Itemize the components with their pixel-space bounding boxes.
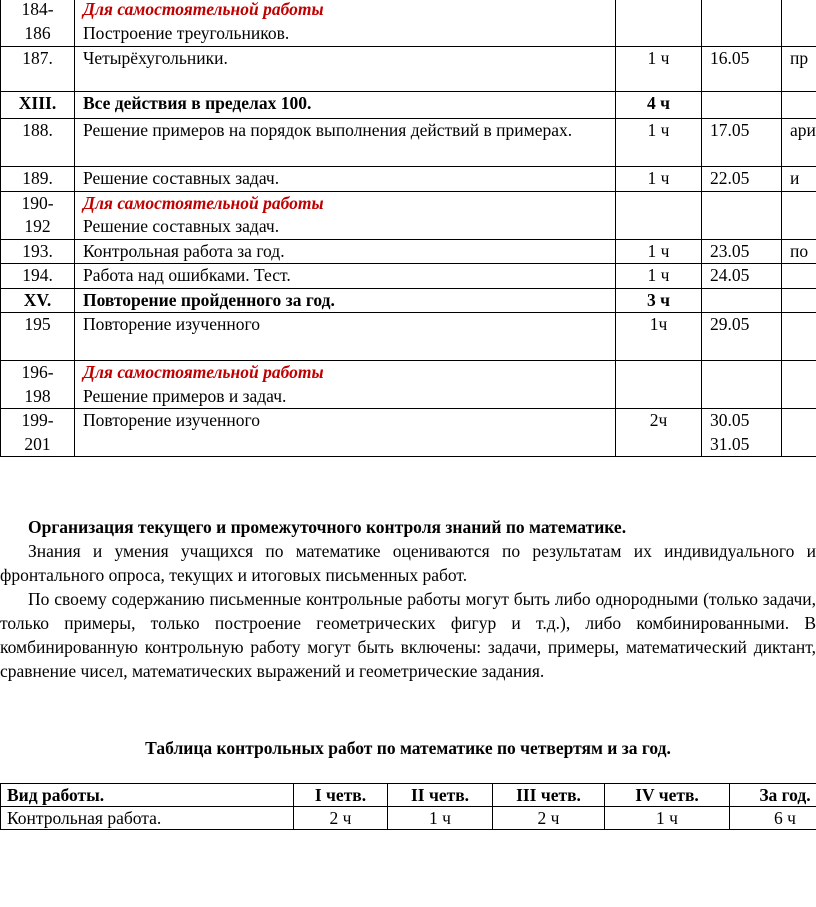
cell-hours: 3 ч	[616, 288, 702, 313]
date-line: 17.05	[710, 120, 750, 140]
table-row	[1, 191, 816, 239]
topic-text: Решение примеров и задач.	[83, 385, 287, 406]
paragraph-assessment: Знания и умения учащихся по математике оцениваются по результатам их индивидуального и фронтального опроса, текущих и итоговых письменных работ.	[0, 541, 816, 585]
cell-note	[782, 264, 816, 289]
cell-topic	[75, 92, 616, 119]
cell-year: 6 ч	[730, 807, 816, 830]
cell-lesson-number	[1, 92, 75, 119]
lesson-number-line: 187.	[22, 48, 53, 68]
cell-lesson-number	[1, 313, 75, 361]
date-line: 16.05	[710, 48, 750, 68]
cell-work-type: Контрольная работа.	[1, 807, 294, 830]
lesson-number-line: 193.	[22, 240, 53, 261]
topic-text: Решение составных задач.	[83, 168, 280, 188]
cell-lesson-number	[1, 47, 75, 92]
cell-quarter-4: 1 ч	[605, 807, 730, 830]
control-organization-section	[0, 515, 816, 683]
topic-text: Все действия в пределах 100.	[83, 93, 312, 113]
date-line: 29.05	[710, 314, 750, 334]
header-year: За год.	[730, 784, 816, 807]
self-study-label: Для самостоятельной работы	[83, 362, 324, 382]
cell-lesson-number	[1, 409, 75, 457]
control-table-row	[1, 807, 816, 830]
control-table-header-row	[1, 784, 816, 807]
paragraph-written-works: По своему содержанию письменные контрольные работы могут быть либо однородными (только задачи, только примеры, только построение геометрических фигур и т.д.), либо комбинированными. В комбинированную контрольную работу могут быть включены: задачи, примеры, математический диктант, сравнение чисел, математических выражений и геометрические задания.	[0, 589, 816, 681]
lesson-number-line: 192	[24, 216, 51, 236]
cell-hours: 1 ч	[616, 239, 702, 264]
cell-date	[702, 167, 782, 192]
self-study-label: Для самостоятельной работы	[83, 0, 324, 19]
cell-topic	[75, 361, 616, 409]
topic-text: Работа над ошибками. Тест.	[83, 265, 291, 285]
topic-text: Решение составных задач.	[83, 216, 280, 236]
cell-topic	[75, 119, 616, 167]
topic-text: Контрольная работа за год.	[83, 240, 285, 261]
lesson-number-line: 201	[24, 433, 51, 454]
table-row	[1, 119, 816, 167]
cell-note	[782, 92, 816, 119]
control-table-title: Таблица контрольных работ по математике по четвертям и за год.	[145, 738, 671, 758]
header-quarter-3: III четв.	[493, 784, 605, 807]
table-row	[1, 167, 816, 192]
cell-note	[782, 191, 816, 239]
lesson-number-line: 194.	[22, 265, 53, 285]
cell-lesson-number	[1, 191, 75, 239]
cell-lesson-number	[1, 0, 75, 47]
cell-hours	[616, 361, 702, 409]
lesson-number-line: 184-	[21, 0, 54, 19]
lesson-number-line: 188.	[22, 120, 53, 140]
topic-text: Повторение пройденного за год.	[83, 289, 335, 310]
table-row	[1, 0, 816, 47]
lesson-number-line: 198	[24, 385, 51, 406]
header-work-type: Вид работы.	[1, 784, 294, 807]
topic-text: Четырёхугольники.	[83, 48, 228, 68]
cell-lesson-number	[1, 167, 75, 192]
cell-date	[702, 191, 782, 239]
cell-date	[702, 361, 782, 409]
lesson-number-line: 195	[24, 314, 51, 334]
table-row	[1, 264, 816, 289]
self-study-label: Для самостоятельной работы	[83, 192, 324, 213]
cell-topic	[75, 409, 616, 457]
lesson-number-line: XV.	[23, 289, 52, 310]
header-quarter-2: II четв.	[388, 784, 493, 807]
cell-lesson-number	[1, 288, 75, 313]
cell-hours: 1 ч	[616, 47, 702, 92]
date-line: 31.05	[710, 433, 750, 454]
cell-lesson-number	[1, 361, 75, 409]
section-heading: Организация текущего и промежуточного контроля знаний по математике.	[28, 517, 627, 537]
cell-topic	[75, 288, 616, 313]
table-row	[1, 409, 816, 457]
cell-hours: 1 ч	[616, 264, 702, 289]
cell-lesson-number	[1, 264, 75, 289]
section-row	[1, 92, 816, 119]
cell-quarter-3: 2 ч	[493, 807, 605, 830]
cell-date	[702, 239, 782, 264]
table-row	[1, 239, 816, 264]
cell-topic	[75, 264, 616, 289]
topic-text: Решение примеров на порядок выполнения действий в примерах.	[83, 120, 573, 140]
header-quarter-1: I четв.	[294, 784, 388, 807]
cell-topic	[75, 0, 616, 47]
cell-hours: 1ч	[616, 313, 702, 361]
cell-note: по	[782, 239, 816, 264]
cell-hours: 1 ч	[616, 119, 702, 167]
lesson-number-line: XIII.	[18, 93, 57, 113]
date-line: 30.05	[710, 410, 750, 430]
cell-date	[702, 0, 782, 47]
cell-hours	[616, 191, 702, 239]
header-quarter-4: IV четв.	[605, 784, 730, 807]
control-works-table	[0, 783, 816, 830]
cell-date	[702, 47, 782, 92]
cell-lesson-number	[1, 239, 75, 264]
cell-lesson-number	[1, 119, 75, 167]
cell-hours: 4 ч	[616, 92, 702, 119]
cell-date	[702, 409, 782, 457]
lesson-number-line: 199-	[21, 410, 54, 430]
date-line: 22.05	[710, 168, 750, 188]
lesson-number-line: 190-	[21, 192, 54, 213]
date-line: 24.05	[710, 265, 750, 285]
cell-topic	[75, 239, 616, 264]
lesson-number-line: 196-	[21, 362, 54, 382]
cell-topic	[75, 167, 616, 192]
cell-topic	[75, 191, 616, 239]
cell-date	[702, 313, 782, 361]
cell-note	[782, 409, 816, 457]
cell-date	[702, 264, 782, 289]
cell-hours: 1 ч	[616, 167, 702, 192]
cell-date	[702, 92, 782, 119]
lesson-number-line: 189.	[22, 168, 53, 188]
topic-text: Повторение изученного	[83, 410, 260, 430]
cell-note	[782, 0, 816, 47]
table-row	[1, 361, 816, 409]
cell-note	[782, 288, 816, 313]
cell-note: ари	[782, 119, 816, 167]
topic-text: Построение треугольников.	[83, 22, 290, 43]
cell-date	[702, 288, 782, 313]
cell-quarter-2: 1 ч	[388, 807, 493, 830]
cell-note	[782, 313, 816, 361]
cell-note	[782, 361, 816, 409]
section-row	[1, 288, 816, 313]
cell-hours: 2ч	[616, 409, 702, 457]
cell-topic	[75, 313, 616, 361]
cell-date	[702, 119, 782, 167]
lesson-number-line: 186	[24, 22, 51, 43]
cell-topic	[75, 47, 616, 92]
cell-note: пр	[782, 47, 816, 92]
table-row	[1, 313, 816, 361]
table-row	[1, 47, 816, 92]
cell-note: и	[782, 167, 816, 192]
topic-text: Повторение изученного	[83, 314, 260, 334]
cell-quarter-1: 2 ч	[294, 807, 388, 830]
date-line: 23.05	[710, 240, 750, 261]
cell-hours	[616, 0, 702, 47]
